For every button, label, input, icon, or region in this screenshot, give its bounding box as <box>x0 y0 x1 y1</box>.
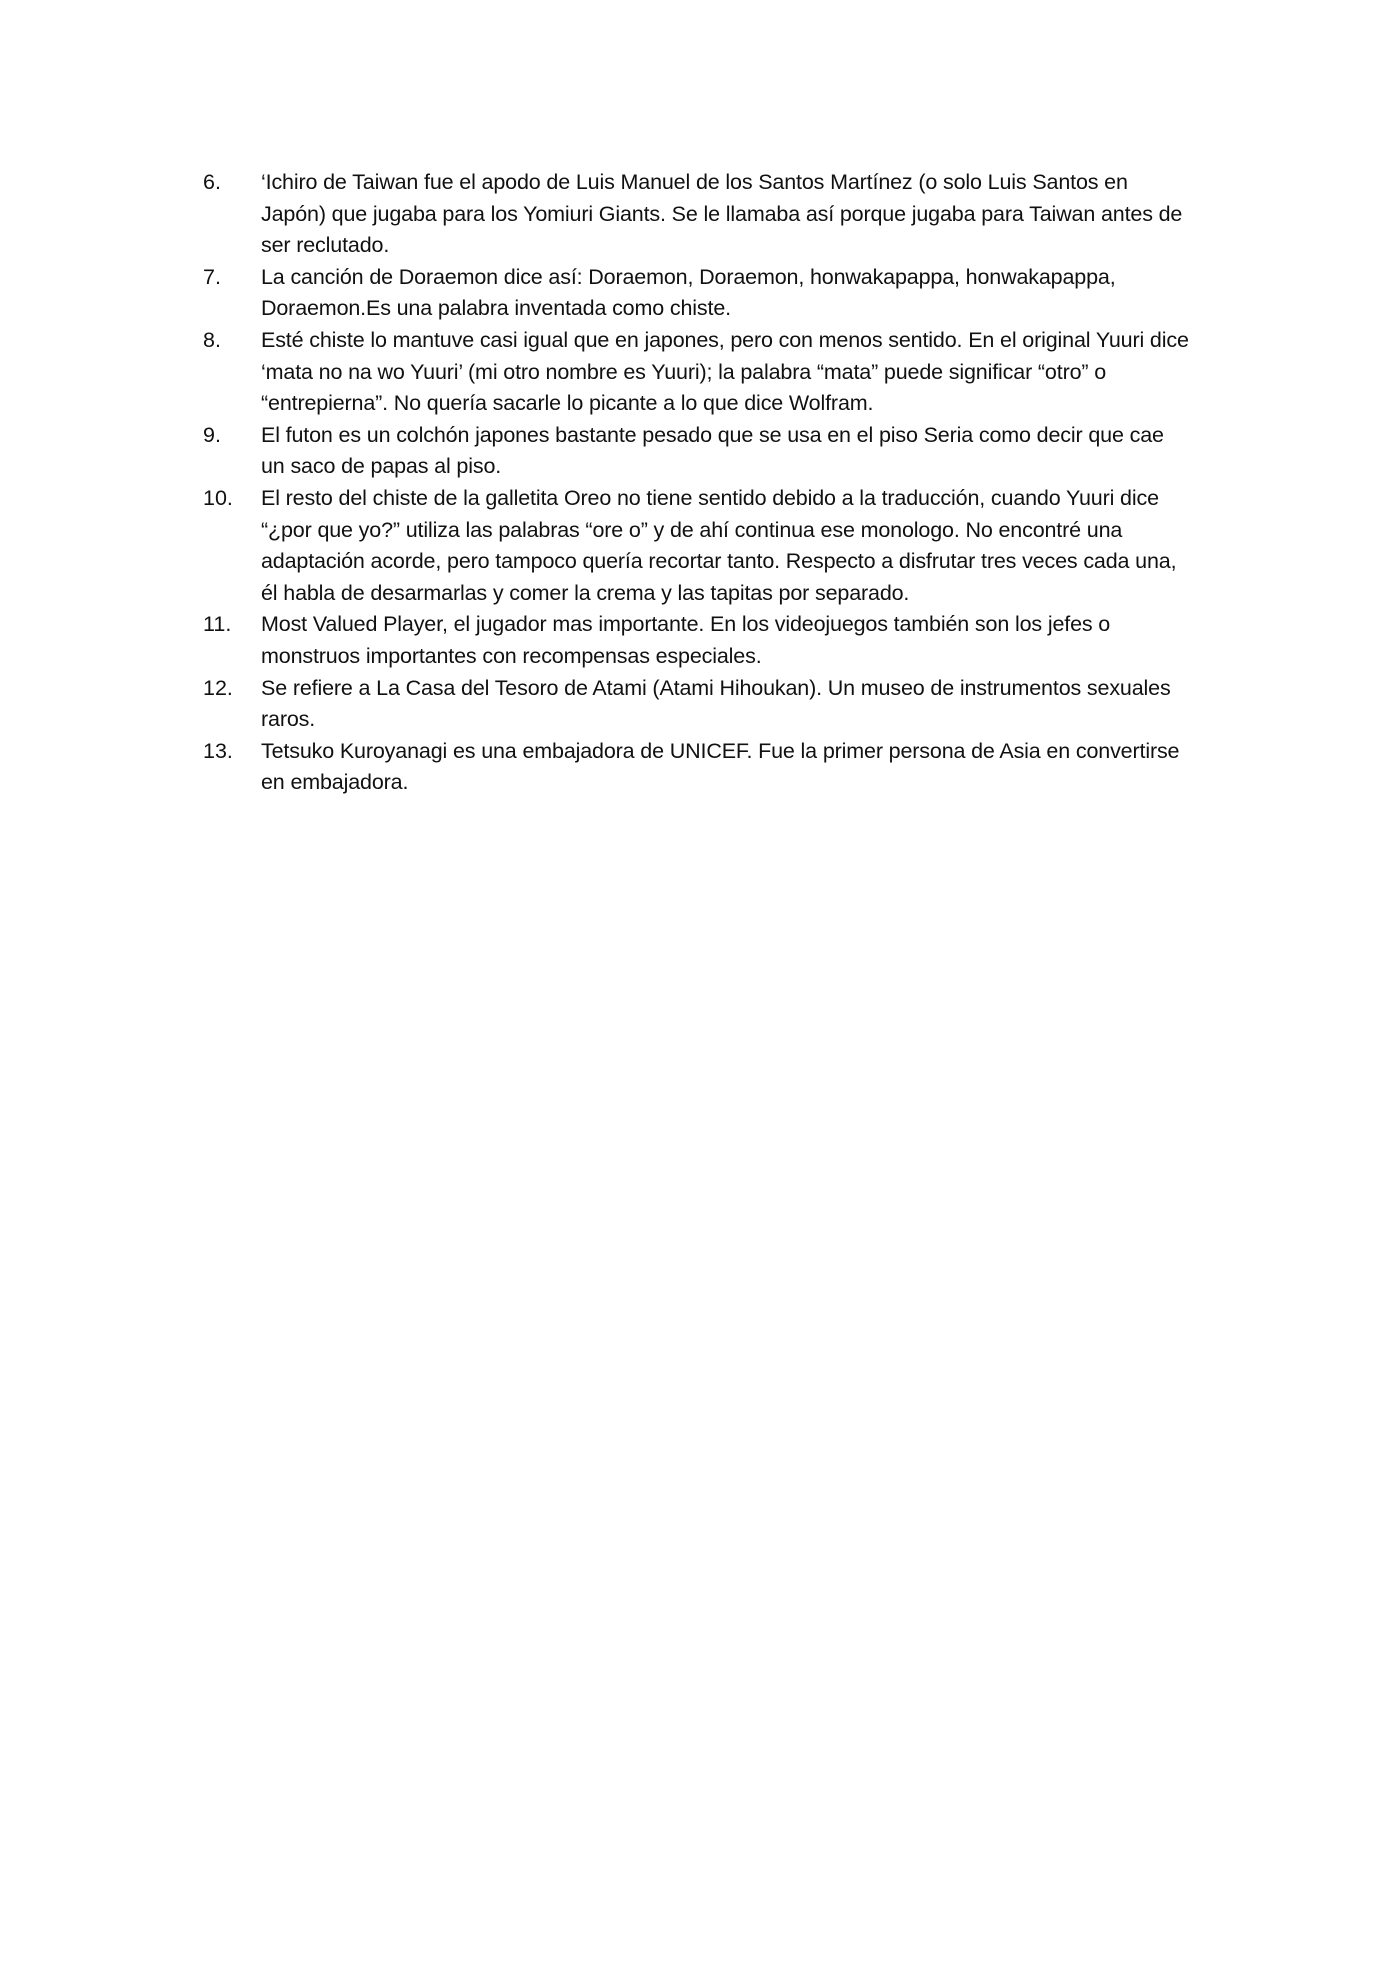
footnote-item <box>203 483 1193 609</box>
footnote-item <box>203 167 1193 262</box>
footnote-text: El resto del chiste de la galletita Oreo no tiene sentido debido a la traducción, cuando Yuuri dice “¿por que yo?” utiliza las palabras “ore o” y de ahí continua ese monologo. No encontré una adaptación acorde, pero tampoco quería recortar tanto. Respecto a disfrutar tres veces cada una, él habla de desarmarlas y comer la crema y las tapitas por separado. <box>261 485 1177 605</box>
footnote-number: 8. <box>203 327 221 352</box>
footnote-item <box>203 420 1193 483</box>
footnote-item <box>203 262 1193 325</box>
footnote-number: 9. <box>203 422 221 447</box>
footnote-number: 11. <box>203 612 232 637</box>
footnote-text: Tetsuko Kuroyanagi es una embajadora de UNICEF. Fue la primer persona de Asia en convertirse en embajadora. <box>261 738 1180 795</box>
footnote-text: Most Valued Player, el jugador mas importante. En los videojuegos también son los jefes o monstruos importantes con recompensas especiales. <box>261 612 1111 668</box>
footnote-number: 10. <box>203 485 233 510</box>
footnote-item <box>203 609 1193 672</box>
footnote-list <box>203 167 1193 799</box>
footnote-item <box>203 325 1193 420</box>
footnote-number: 7. <box>203 264 221 289</box>
footnote-text: La canción de Doraemon dice así: Doraemon, Doraemon, honwakapappa, honwakapappa, Doraemon.Es una palabra inventada como chiste. <box>261 264 1116 321</box>
footnote-item <box>203 736 1193 799</box>
footnote-text: Esté chiste lo mantuve casi igual que en japones, pero con menos sentido. En el original Yuuri dice ‘mata no na wo Yuuri’ (mi otro nombre es Yuuri); la palabra “mata” puede significar “otro” o “entrepierna”. No quería sacarle lo picante a lo que dice Wolfram. <box>261 327 1189 416</box>
footnote-item <box>203 673 1193 736</box>
footnote-number: 6. <box>203 170 221 194</box>
footnote-text: Se refiere a La Casa del Tesoro de Atami (Atami Hihoukan). Un museo de instrumentos sexuales raros. <box>261 675 1171 732</box>
footnote-number: 12. <box>203 675 233 700</box>
footnote-text: El futon es un colchón japones bastante pesado que se usa en el piso Seria como decir que cae un saco de papas al piso. <box>261 422 1164 479</box>
footnote-number: 13. <box>203 738 233 763</box>
footnote-text: ‘Ichiro de Taiwan fue el apodo de Luis Manuel de los Santos Martínez (o solo Luis Santos en Japón) que jugaba para los Yomiuri Giants. Se le llamaba así porque jugaba para Taiwan antes de ser reclutado. <box>261 170 1183 258</box>
